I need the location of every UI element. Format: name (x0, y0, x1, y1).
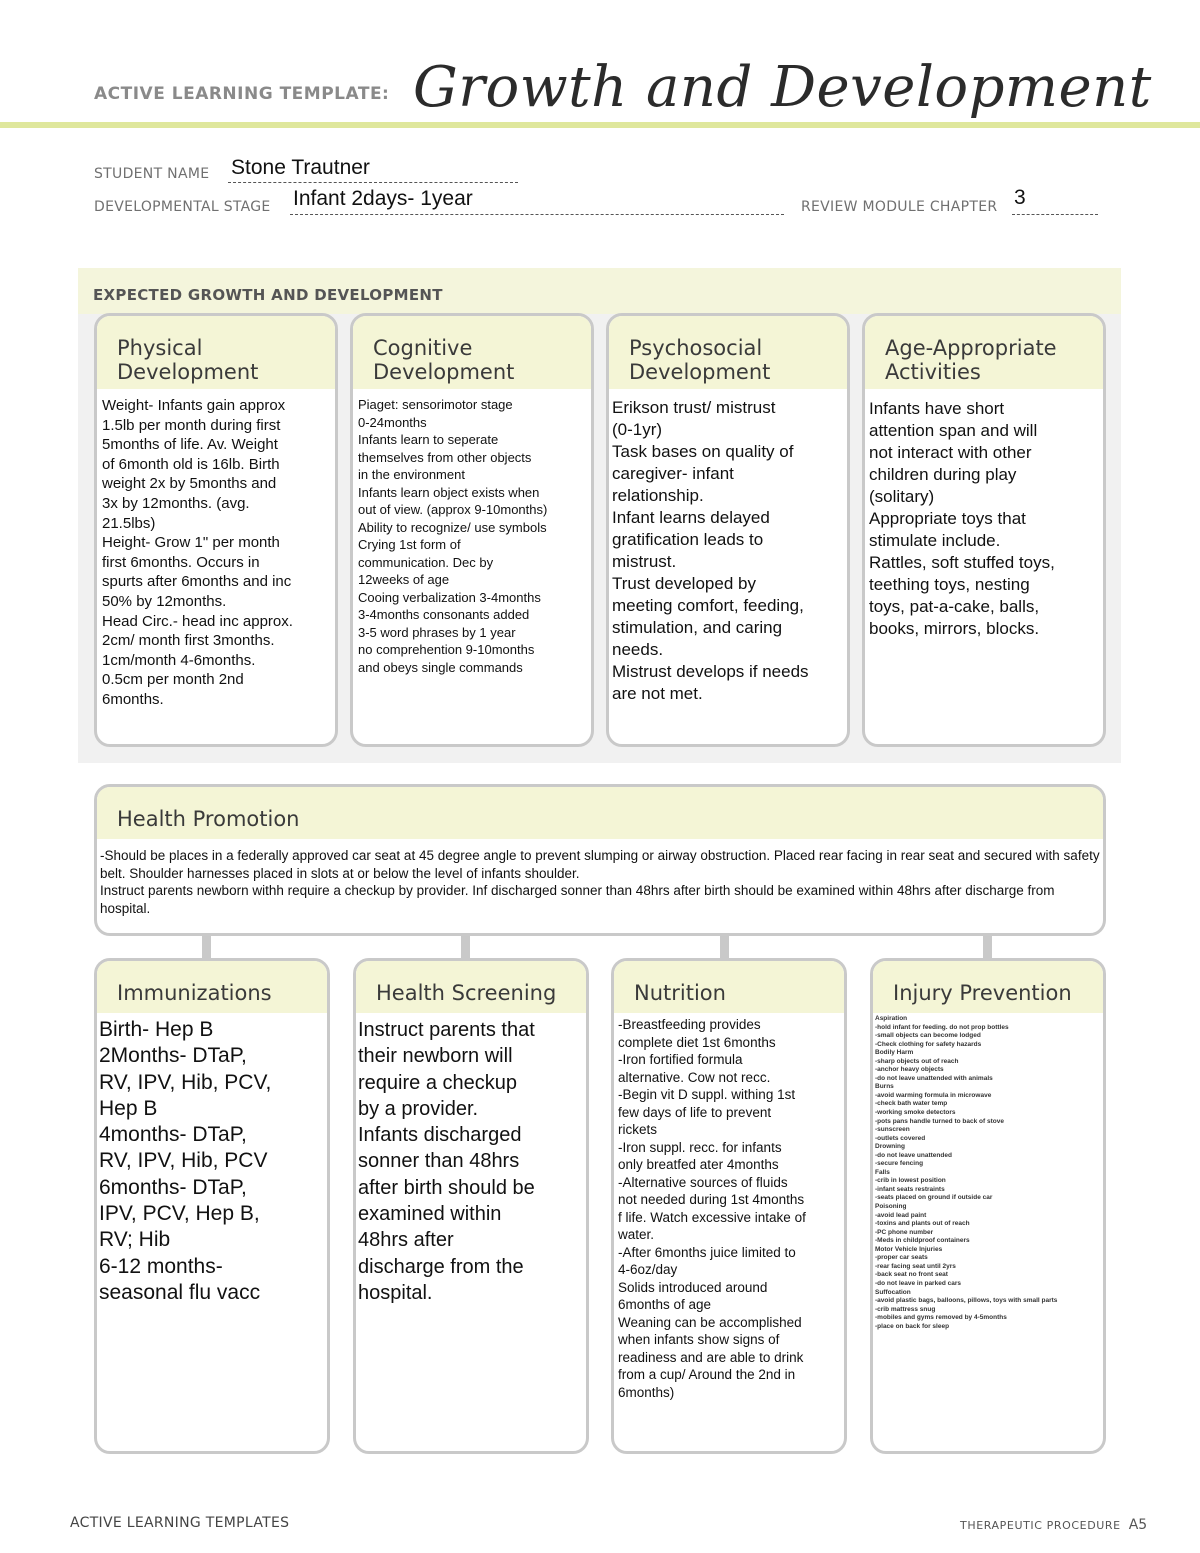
developmental-stage-field[interactable]: Infant 2days- 1year (293, 187, 473, 210)
expected-growth-title: EXPECTED GROWTH AND DEVELOPMENT (93, 286, 443, 304)
connector (720, 936, 729, 958)
student-name-field[interactable]: Stone Trautner (231, 156, 370, 179)
nutrition-text[interactable]: -Breastfeeding provides complete diet 1st 6months -Iron fortified formula alternative. Cow not recc. -Begin vit D suppl. withing 1st few days of life to prevent rickets -Iron suppl. recc. for infants only breatfed ater 4months -Alternative sources of fluids not needed during 1st 4months f life. Watch excessive intake of water. -After 6months juice limited to 4-6oz/day Solids introduced around 6months of age Weaning can be accomplished when infants show signs of readiness and are able to drink from a cup/ Around the 2nd in 6months) (618, 1017, 806, 1400)
review-chapter-line (1012, 214, 1098, 215)
box-title: Immunizations (117, 981, 272, 1005)
box-title: Nutrition (634, 981, 726, 1005)
age-appropriate-activities-text[interactable]: Infants have short attention span and will not interact with other children during play (solitary) Appropriate toys that stimulate include. Rattles, soft stuffed toys, teething toys, nesting toys, pat-a-cake, balls, books, mirrors, blocks. (869, 399, 1055, 638)
age-appropriate-activities-box (862, 313, 1106, 747)
health-screening-text[interactable]: Instruct parents that their newborn will require a checkup by a provider. Infants discharged sonner than 48hrs after birth should be examined within 48hrs after discharge from the hospital. (358, 1019, 535, 1304)
header-rule (0, 122, 1200, 128)
box-title: Age-Appropriate Activities (885, 336, 1057, 384)
injury-prevention-text[interactable]: Aspiration -hold infant for feeding. do not prop bottles -small objects can become lodged -Check clothing for safety hazards Bodily Harm -sharp objects out of reach -anchor heavy objects -do not leave unattended with animals Burns -avoid warming formula in microwave -check bath water temp -working smoke detectors -pots pans handle turned to back of stove -sunscreen -outlets covered Drowning -do not leave unattended -secure fencing Falls -crib in lowest position -infant seats restraints -seats placed on ground if outside car Poisoning -avoid lead paint -toxins and plants out of reach -PC phone number -Meds in childproof containers Motor Vehicle Injuries -proper car seats -rear facing seat until 2yrs -back seat no front seat -do not leave in parked cars Suffocation -avoid plastic bags, balloons, pillows, toys with small parts -crib mattress snug -mobiles and gyms removed by 4-5months -place on back for sleep (875, 1015, 1058, 1330)
health-screening-box (353, 958, 589, 1454)
nutrition-box (611, 958, 847, 1454)
injury-prevention-box (870, 958, 1106, 1454)
connector (202, 936, 211, 958)
student-name-line (228, 182, 518, 183)
review-chapter-label: REVIEW MODULE CHAPTER (801, 199, 998, 215)
box-title: Health Screening (376, 981, 557, 1005)
developmental-stage-line (290, 214, 784, 215)
developmental-stage-label: DEVELOPMENTAL STAGE (94, 199, 271, 215)
page-number: A5 (1128, 1517, 1148, 1533)
connector (983, 936, 992, 958)
template-title: Growth and Development (413, 55, 1152, 120)
box-title: Injury Prevention (893, 981, 1072, 1005)
box-title: Psychosocial Development (629, 336, 771, 384)
footer-section-label: THERAPEUTIC PROCEDURE (960, 1519, 1121, 1532)
health-promotion-text[interactable]: -Should be places in a federally approved car seat at 45 degree angle to prevent slumping or airway obstruction. Placed rear facing in rear seat and secured with safety belt. Shoulder harnesses placed in slots at or below the level of infants shoulder. Instruct parents newborn withh require a checkup by provider. Inf discharged sonner than 48hrs after birth should be examined within 48hrs after discharge from hospital. (100, 848, 1100, 916)
box-title: Cognitive Development (373, 336, 515, 384)
psychosocial-development-box (606, 313, 850, 747)
student-name-label: STUDENT NAME (94, 166, 210, 182)
cognitive-development-box (350, 313, 594, 747)
psychosocial-development-text[interactable]: Erikson trust/ mistrust (0-1yr) Task bases on quality of caregiver- infant relationship. Infant learns delayed gratification leads to mistrust. Trust developed by meeting comfort, feeding, stimulation, and caring needs. Mistrust develops if needs are not met. (612, 398, 809, 703)
box-title: Physical Development (117, 336, 259, 384)
physical-development-box (94, 313, 338, 747)
review-chapter-field[interactable]: 3 (1014, 186, 1026, 209)
template-label: ACTIVE LEARNING TEMPLATE: (94, 84, 390, 104)
health-promotion-title: Health Promotion (117, 807, 300, 831)
immunizations-text[interactable]: Birth- Hep B 2Months- DTaP, RV, IPV, Hib, PCV, Hep B 4months- DTaP, RV, IPV, Hib, PCV 6months- DTaP, IPV, PCV, Hep B, RV; Hib 6-12 months- seasonal flu vacc (99, 1018, 272, 1304)
health-promotion-box (94, 784, 1106, 936)
footer-left: ACTIVE LEARNING TEMPLATES (70, 1515, 290, 1531)
footer-right (960, 1517, 1147, 1533)
cognitive-development-text[interactable]: Piaget: sensorimotor stage 0-24months Infants learn to seperate themselves from other objects in the environment Infants learn object exists when out of view. (approx 9-10months) Ability to recognize/ use symbols Crying 1st form of communication. Dec by 12weeks of age Cooing verbalization 3-4months 3-4months consonants added 3-5 word phrases by 1 year no comprehention 9-10months and obeys single commands (358, 397, 548, 675)
immunizations-box (94, 958, 330, 1454)
physical-development-text[interactable]: Weight- Infants gain approx 1.5lb per month during first 5months of life. Av. Weight of 6month old is 16lb. Birth weight 2x by 5months and 3x by 12months. (avg. 21.5lbs) Height- Grow 1" per month first 6months. Occurs in spurts after 6months and inc 50% by 12months. Head Circ.- head inc approx. 2cm/ month first 3months. 1cm/month 4-6months. 0.5cm per month 2nd 6months. (102, 397, 293, 708)
connector (461, 936, 470, 958)
